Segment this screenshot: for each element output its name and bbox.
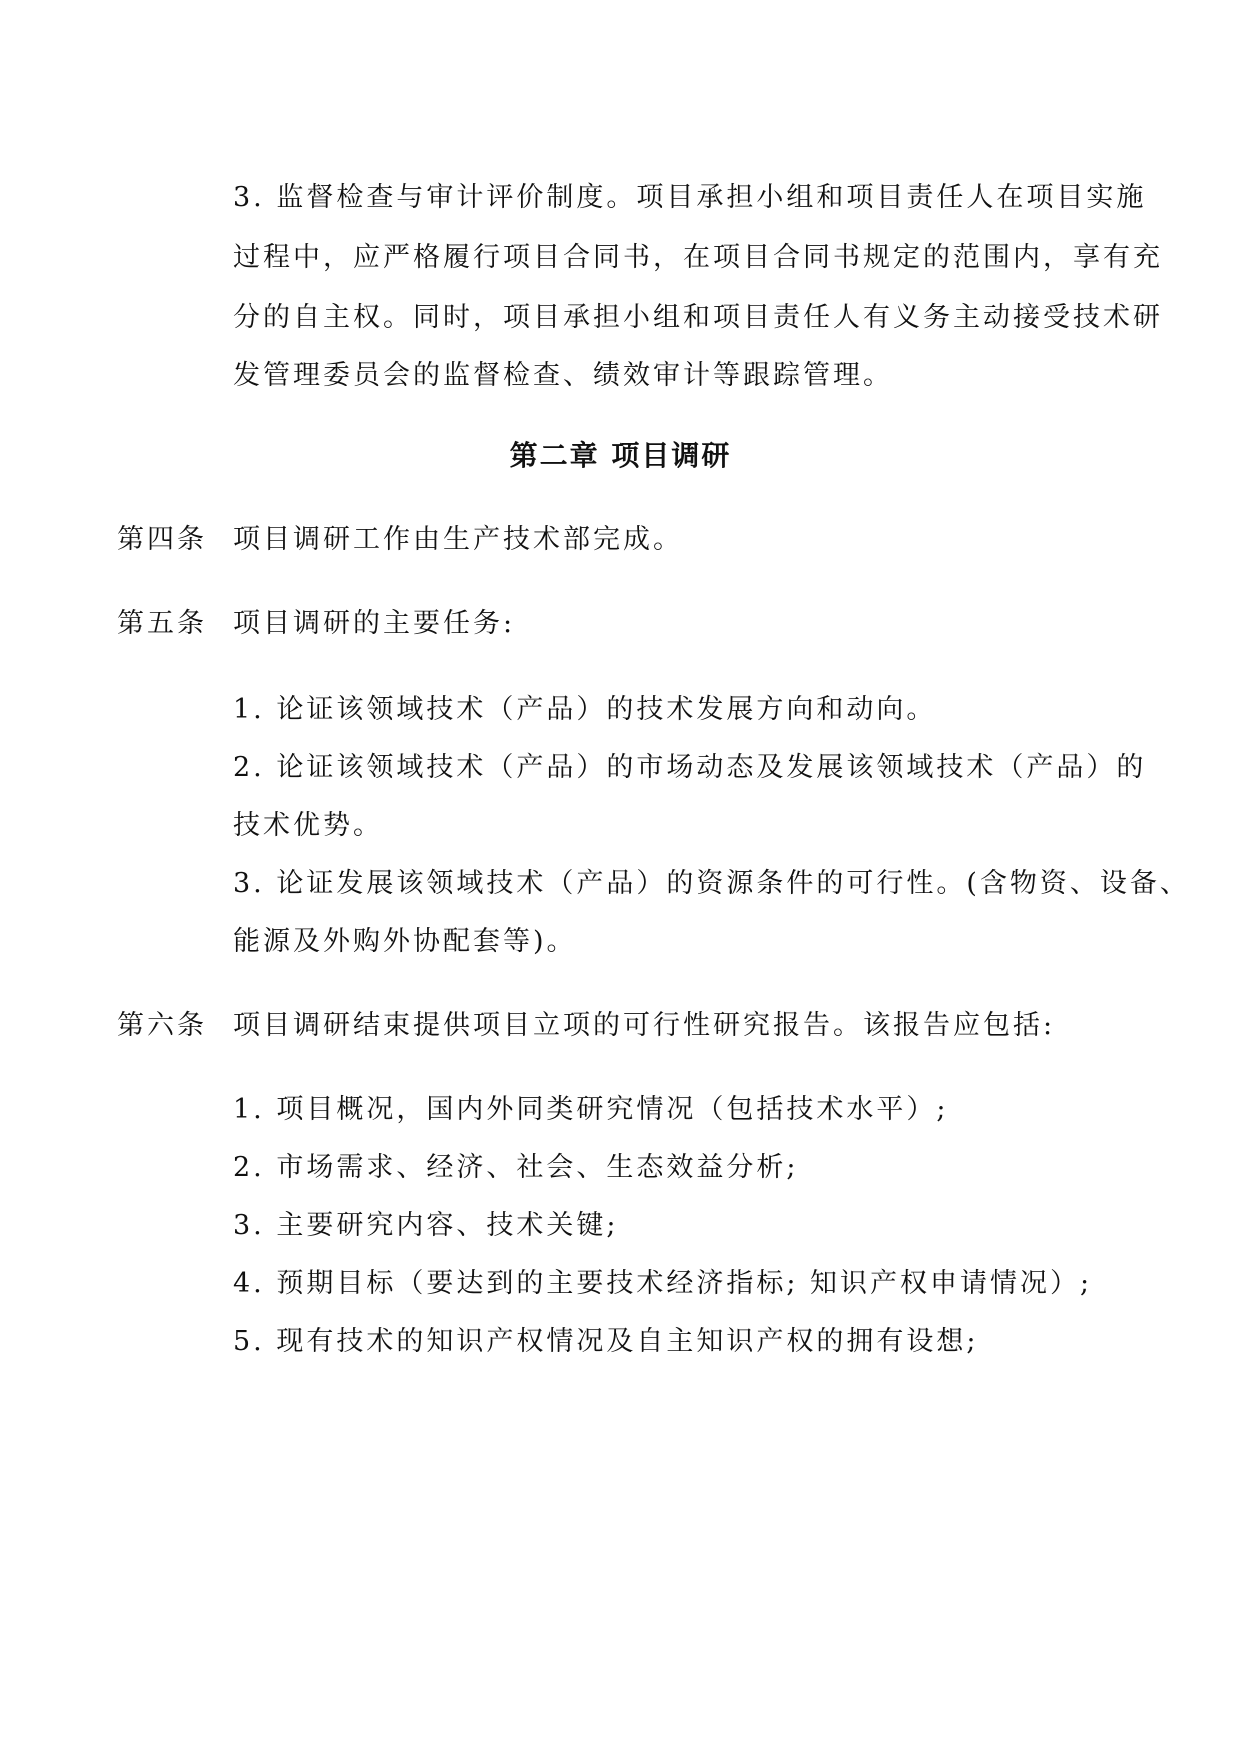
article-5-label: 第五条 [117,608,207,639]
article-4-label: 第四条 [117,524,207,555]
article-4-text: 项目调研工作由生产技术部完成。 [233,524,683,555]
article-6-text: 项目调研结束提供项目立项的可行性研究报告。该报告应包括: [233,1010,1056,1041]
article-6-item-4: 4. 预期目标（要达到的主要技术经济指标; 知识产权申请情况）; [233,1268,1093,1299]
article-5-item-3-cont: 能源及外购外协配套等)。 [233,926,577,957]
article-6-item-3: 3. 主要研究内容、技术关键; [233,1210,619,1241]
article-5-item-2: 2. 论证该领域技术（产品）的市场动态及发展该领域技术（产品）的 [233,752,1147,783]
article-6-item-2: 2. 市场需求、经济、社会、生态效益分析; [233,1152,799,1183]
intro-line-4: 发管理委员会的监督检查、绩效审计等跟踪管理。 [233,360,893,391]
intro-line-1: 3. 监督检查与审计评价制度。项目承担小组和项目责任人在项目实施 [233,182,1147,213]
intro-line-3: 分的自主权。同时，项目承担小组和项目责任人有义务主动接受技术研 [233,302,1163,333]
article-6-item-5: 5. 现有技术的知识产权情况及自主知识产权的拥有设想; [233,1326,979,1357]
article-6-label: 第六条 [117,1010,207,1041]
intro-line-2: 过程中，应严格履行项目合同书，在项目合同书规定的范围内，享有充 [233,242,1163,273]
article-6-item-1: 1. 项目概况，国内外同类研究情况（包括技术水平）; [233,1094,949,1125]
chapter-title: 第二章 项目调研 [509,439,732,472]
article-5-item-3: 3. 论证发展该领域技术（产品）的资源条件的可行性。(含物资、设备、 [233,868,1190,899]
article-5-text: 项目调研的主要任务: [233,608,516,639]
article-5-item-1: 1. 论证该领域技术（产品）的技术发展方向和动向。 [233,694,937,725]
article-5-item-2-cont: 技术优势。 [233,810,383,841]
